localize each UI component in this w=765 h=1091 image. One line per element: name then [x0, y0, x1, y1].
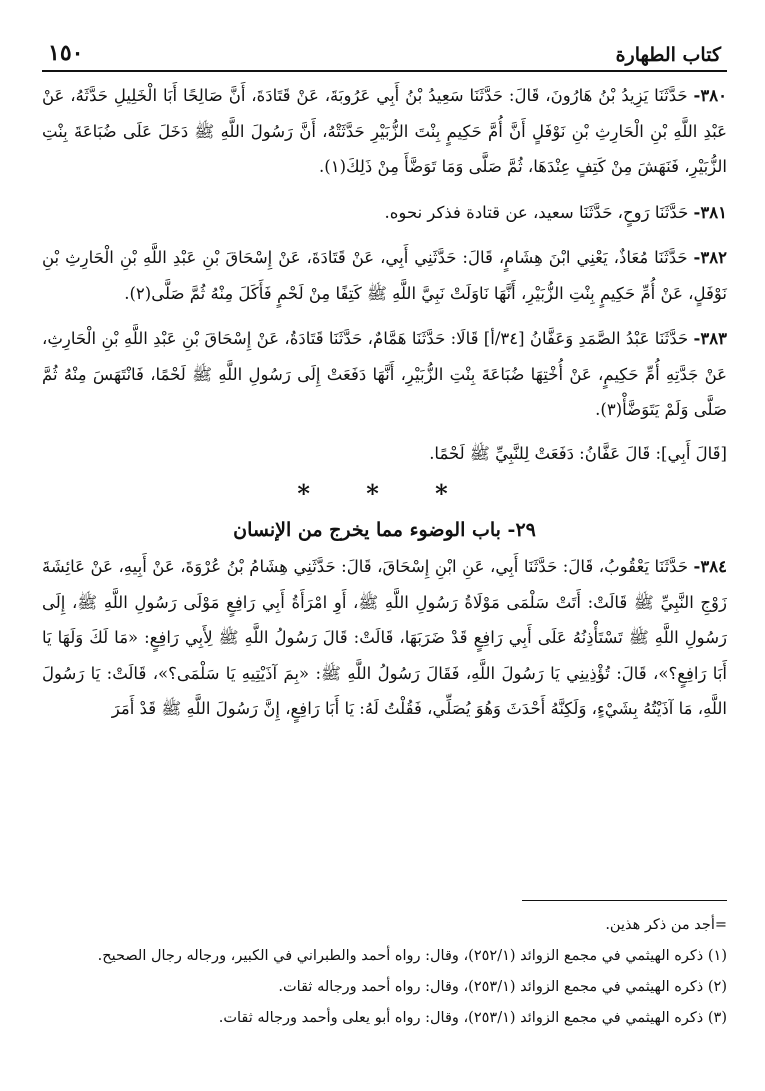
- hadith-381: [42, 195, 727, 231]
- bracket-note: [قَالَ أَبِي]: قَالَ عَفَّانُ: دَفَعَتْ لِلنَّبِيِّ ﷺ لَحْمًا.: [429, 443, 727, 463]
- hadith-383: [42, 321, 727, 428]
- footnotes: [42, 912, 727, 1032]
- page: [42, 30, 727, 1026]
- hadith-text: حَدَّثَنَا عَبْدُ الصَّمَدِ وَعَفَّانُ [٣٤/أ] قَالَا: حَدَّثَنَا هَمَّامٌ، حَدَّثَنَا قَتَادَةُ، عَنْ إِسْحَاقَ بْنِ عَبْدِ اللَّهِ بْنِ الْحَارِثِ، عَنْ جَدَّتِهِ أُمِّ حَكِيمٍ، عَنْ أُخْتِهَا ضُبَاعَةَ بِنْتِ الزُّبَيْرِ، أَنَّهَا دَفَعَتْ إِلَى رَسُولِ اللَّهِ ﷺ لَحْمًا، فَانْتَهَسَ مِنْهُ ثُمَّ صَلَّى وَلَمْ يَتَوَضَّأْ(٣).: [42, 329, 727, 419]
- page-number: ١٥٠: [48, 40, 84, 66]
- hadith-text: حَدَّثَنَا مُعَاذٌ، يَعْنِي ابْنَ هِشَامٍ، قَالَ: حَدَّثَنِي أَبِي، عَنْ قَتَادَةَ، عَنْ إِسْحَاقَ بْنِ عَبْدِ اللَّهِ بْنِ الْحَارِثِ بْنِ نَوْفَلٍ، عَنْ أُمِّ حَكِيمٍ بِنْتِ الزُّبَيْرِ، أَنَّهَا نَاوَلَتْ نَبِيَّ اللَّهِ ﷺ كَتِفًا مِنْ لَحْمٍ فَأَكَلَ مِنْهُ ثُمَّ صَلَّى(٢).: [42, 248, 727, 303]
- section-separator: * * *: [297, 479, 472, 508]
- hadith-380: [42, 78, 727, 185]
- hadith-number: ٣٨٢-: [693, 248, 727, 267]
- hadith-number: ٣٨٤-: [693, 557, 727, 576]
- hadith-number: ٣٨٣-: [693, 329, 727, 348]
- hadith-number: ٣٨١-: [693, 202, 727, 222]
- hadith-text: حَدَّثَنَا رَوحٍ، حَدَّثَنَا سعيد، عن قتادة فذكر نحوه.: [384, 202, 689, 222]
- hadith-number: ٣٨٠-: [693, 86, 727, 105]
- hadith-text: حَدَّثَنَا يَزِيدُ بْنُ هَارُونَ، قَالَ: حَدَّثَنَا سَعِيدُ بْنُ أَبِي عَرُوبَةَ، عَنْ قَتَادَةَ، أَنَّ صَالِحًا أَبَا الْخَلِيلِ حَدَّثَهُ، عَنْ عَبْدِ اللَّهِ بْنِ الْحَارِثِ بْنِ نَوْفَلٍ أَنَّ أُمَّ حَكِيمٍ بِنْتَ الزُّبَيْرِ حَدَّثَتْهُ، أَنَّ رَسُولَ اللَّهِ ﷺ دَخَلَ عَلَى ضُبَاعَةَ بِنْتِ الزُّبَيْرِ، فَنَهَشَ مِنْ كَتِفٍ عِنْدَهَا، ثُمَّ صَلَّى وَمَا تَوَضَّأَ مِنْ ذَلِكَ(١).: [42, 86, 727, 176]
- footnote-2: (٢) ذكره الهيثمي في مجمع الزوائد (٢٥٣/١)، وقال: رواه أحمد ورجاله ثقات.: [278, 979, 727, 995]
- footnote-divider: [522, 900, 727, 901]
- footnote-continuation: =أجد من ذكر هذين.: [605, 917, 727, 933]
- hadith-384: [42, 549, 727, 727]
- book-title: كتاب الطهارة: [615, 44, 721, 66]
- hadith-text: حَدَّثَنَا يَعْقُوبُ، قَالَ: حَدَّثَنَا أَبِي، عَنِ ابْنِ إِسْحَاقَ، قَالَ: حَدَّثَنِي هِشَامُ بْنُ عُرْوَةَ، عَنْ أَبِيهِ، عَنْ عَائِشَةَ زَوْجِ النَّبِيِّ ﷺ قَالَتْ: أَتَتْ سَلْمَى مَوْلَاةُ رَسُولِ اللَّهِ ﷺ، أَوِ امْرَأَةُ أَبِي رَافِعٍ مَوْلَى رَسُولِ اللَّهِ ﷺ، إِلَى رَسُولِ اللَّهِ ﷺ تَسْتَأْذِنُهُ عَلَى أَبِي رَافِعٍ قَدْ ضَرَبَهَا، قَالَتْ: قَالَ رَسُولُ اللَّهِ ﷺ لِأَبِي رَافِعٍ: «مَا لَكَ وَلَهَا يَا أَبَا رَافِعٍ؟»، قَالَ: تُؤْذِينِي يَا رَسُولَ اللَّهِ، فَقَالَ رَسُولُ اللَّهِ ﷺ: «بِمَ آذَيْتِيهِ يَا سَلْمَى؟»، قَالَتْ: يَا رَسُولَ اللَّهِ، مَا آذَيْتُهُ بِشَيْءٍ، وَلَكِنَّهُ أَحْدَثَ وَهُوَ يُصَلِّي، فَقُلْتُ لَهُ: يَا أَبَا رَافِعٍ، إِنَّ رَسُولَ اللَّهِ ﷺ قَدْ أَمَرَ: [42, 557, 727, 718]
- running-header: [42, 30, 727, 72]
- chapter-title: ٢٩- باب الوضوء مما يخرج من الإنسان: [233, 519, 536, 541]
- footnote-1: (١) ذكره الهيثمي في مجمع الزوائد (٢٥٢/١)، وقال: رواه أحمد والطبراني في الكبير، ورجاله رجال الصحيح.: [97, 948, 727, 964]
- hadith-382: [42, 240, 727, 311]
- footnote-3: (٣) ذكره الهيثمي في مجمع الزوائد (٢٥٣/١)، وقال: رواه أبو يعلى وأحمد ورجاله ثقات.: [218, 1010, 727, 1026]
